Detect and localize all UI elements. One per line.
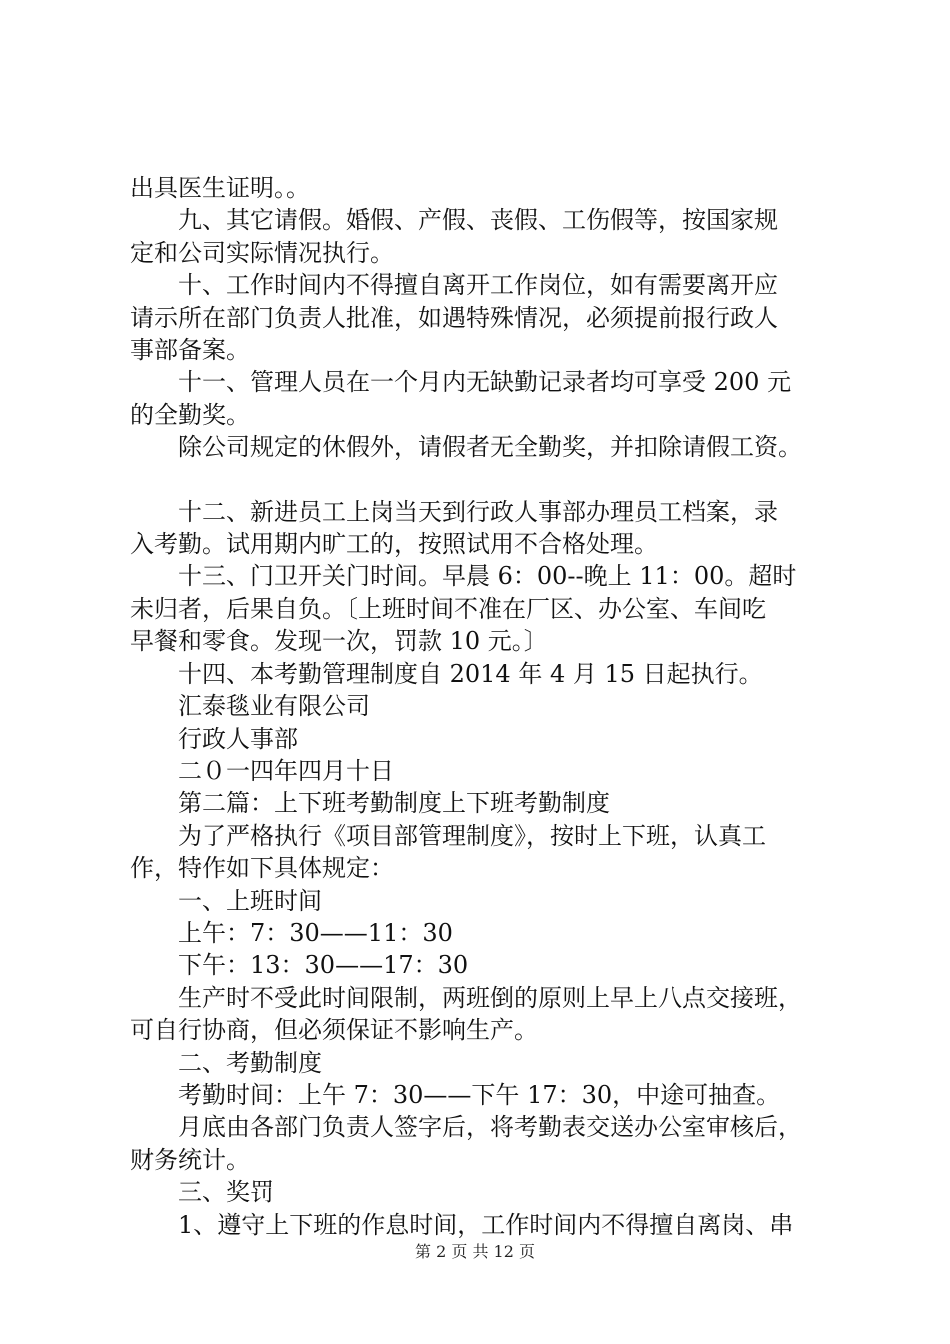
text-line: 1、遵守上下班的作息时间，工作时间内不得擅自离岗、串 <box>178 1210 794 1239</box>
page-footer: 第 2 页 共 12 页 <box>415 1242 535 1261</box>
text-line: 定和公司实际情况执行。 <box>130 238 394 267</box>
text-line: 考勤时间：上午 7：30——下午 17：30，中途可抽查。 <box>178 1080 781 1109</box>
text-line: 除公司规定的休假外，请假者无全勤奖，并扣除请假工资。 <box>178 433 802 462</box>
text-line: 月底由各部门负责人签字后，将考勤表交送办公室审核后， <box>178 1113 802 1142</box>
text-line: 请示所在部门负责人批准，如遇特殊情况，必须提前报行政人 <box>130 303 778 332</box>
text-line: 十四、本考勤管理制度自 2014 年 4 月 15 日起执行。 <box>178 659 763 688</box>
text-line: 未归者，后果自负。〔上班时间不准在厂区、办公室、车间吃 <box>130 594 766 623</box>
text-line: 入考勤。试用期内旷工的，按照试用不合格处理。 <box>130 530 658 559</box>
text-line: 作，特作如下具体规定： <box>130 854 394 883</box>
text-line: 早餐和零食。发现一次，罚款 10 元。〕 <box>130 627 548 656</box>
text-line: 十、工作时间内不得擅自离开工作岗位，如有需要离开应 <box>178 271 778 300</box>
text-line: 行政人事部 <box>178 724 298 753</box>
text-line: 生产时不受此时间限制，两班倒的原则上早上八点交接班， <box>178 983 802 1012</box>
text-line: 三、奖罚 <box>178 1178 274 1207</box>
body-text <box>130 172 850 1241</box>
text-line: 出具医生证明。。 <box>130 174 310 202</box>
text-line: 下午：13：30——17：30 <box>178 951 469 980</box>
text-line: 汇泰毯业有限公司 <box>178 692 370 721</box>
text-line: 财务统计。 <box>130 1145 250 1174</box>
text-line: 第二篇：上下班考勤制度上下班考勤制度 <box>178 789 610 818</box>
text-line: 可自行协商，但必须保证不影响生产。 <box>130 1016 538 1045</box>
text-line: 九、其它请假。婚假、产假、丧假、工伤假等，按国家规 <box>178 206 778 235</box>
text-line: 十二、新进员工上岗当天到行政人事部办理员工档案，录 <box>178 497 778 526</box>
text-line: 二、考勤制度 <box>178 1048 322 1077</box>
text-line: 的全勤奖。 <box>130 400 250 429</box>
text-line: 十三、门卫开关门时间。早晨 6：00--晚上 11：00。超时 <box>178 562 797 591</box>
text-line: 事部备案。 <box>130 336 250 365</box>
text-line: 为了严格执行《项目部管理制度》，按时上下班，认真工 <box>178 821 766 850</box>
text-line: 十一、管理人员在一个月内无缺勤记录者均可享受 200 元 <box>178 368 792 397</box>
text-line: 上午：7：30——11：30 <box>178 918 453 947</box>
text-line: 一、上班时间 <box>178 886 322 915</box>
text-line: 二０一四年四月十日 <box>178 756 394 785</box>
